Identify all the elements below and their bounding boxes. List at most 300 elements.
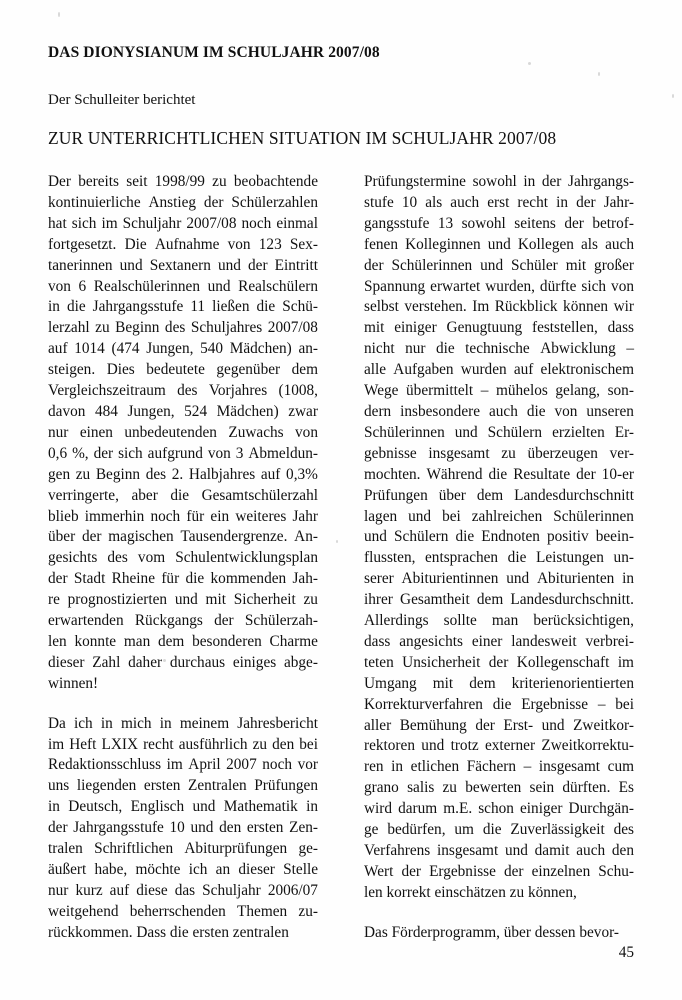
text-line	[48, 444, 318, 465]
text-line	[364, 465, 634, 486]
word: sein	[529, 779, 555, 797]
word: Verfahrens	[364, 842, 431, 859]
word: der	[364, 256, 384, 274]
word: sich	[71, 214, 97, 232]
word: beherrschenden	[129, 902, 226, 920]
word: einiger	[394, 319, 437, 337]
word: Genugtuung	[446, 319, 523, 337]
word: einiges	[232, 653, 277, 671]
word: dem	[476, 591, 504, 609]
word: sowohl	[472, 173, 517, 190]
word: entsprachen	[425, 549, 499, 567]
text-line	[364, 381, 634, 402]
paragraph	[48, 714, 318, 944]
word: das	[174, 881, 196, 899]
word: Schülerzahlen	[231, 193, 318, 211]
word: großer	[594, 256, 634, 274]
word: zu	[95, 319, 110, 337]
text-line	[48, 172, 318, 193]
word: mit	[205, 591, 226, 609]
word: dern	[364, 402, 392, 420]
word: zu	[442, 779, 457, 797]
word: gelang,	[555, 382, 600, 400]
word: landesweit	[511, 632, 577, 650]
word: mich	[120, 714, 152, 732]
text-line	[48, 381, 318, 402]
word: der	[576, 193, 596, 211]
word: lerzahl	[48, 319, 90, 337]
word: der	[203, 193, 224, 211]
text-line	[364, 444, 634, 465]
word: angesichts	[399, 632, 463, 650]
word: konnte	[74, 632, 117, 650]
left-column	[48, 172, 318, 944]
word: Erst-	[503, 716, 534, 734]
text-line	[364, 318, 634, 339]
word: dürfte	[539, 277, 577, 295]
word: bei	[442, 507, 461, 525]
word: habe,	[94, 861, 128, 878]
word: den	[272, 735, 295, 753]
word: Gesamtschülerzahl	[201, 486, 318, 504]
word: 10	[401, 193, 418, 211]
word: Zuwachs	[228, 423, 284, 441]
word: tralen	[48, 840, 83, 858]
text-line	[364, 235, 634, 256]
word: 0,3%	[286, 465, 318, 483]
word: der	[401, 862, 421, 880]
word: Jungen,	[146, 340, 194, 358]
text-line	[364, 423, 634, 444]
word: gangsstufe	[364, 214, 430, 232]
word: Jahrgangsstufe	[92, 298, 184, 316]
word: unbedeutenden	[124, 423, 217, 441]
word: Schülerinnen	[391, 256, 473, 274]
text-line	[48, 360, 318, 381]
word: flussten,	[364, 549, 416, 567]
word: Schulentwicklungsplan	[175, 549, 318, 567]
word: zu	[75, 465, 91, 483]
word: auf	[260, 465, 281, 483]
word: Jahr-	[603, 193, 634, 211]
word: seit	[126, 173, 148, 190]
word: und	[192, 798, 216, 816]
word: von	[611, 277, 634, 295]
word: insbesondere	[400, 402, 481, 420]
word: die	[455, 528, 475, 546]
word: Kolleginnen	[405, 235, 481, 253]
scan-speckle	[672, 94, 674, 98]
word: die	[526, 402, 546, 420]
text-line	[48, 839, 318, 860]
word: kontinuierliche	[48, 193, 141, 211]
right-column	[364, 172, 634, 944]
word: Kollegenschaft	[516, 653, 610, 671]
text-line	[48, 423, 318, 444]
word: von	[295, 423, 318, 441]
word: 484	[94, 402, 118, 420]
word: stufe	[364, 193, 394, 211]
word: für	[186, 507, 205, 525]
word: recht	[517, 193, 548, 211]
word: diese	[136, 881, 168, 899]
word: Schu-	[598, 862, 634, 880]
word: in	[556, 193, 568, 211]
word: in	[391, 758, 404, 776]
word: zu	[252, 735, 268, 753]
word: ge	[364, 821, 379, 839]
word: gesichts	[48, 549, 98, 567]
word: schon	[478, 800, 514, 818]
word: tanerinnen	[48, 256, 113, 274]
word: von	[48, 277, 71, 295]
word: mit	[364, 319, 385, 337]
word: zu	[303, 591, 318, 609]
word: 2006/07	[267, 881, 318, 899]
scan-speckle	[528, 62, 531, 65]
word: Wert	[364, 862, 394, 880]
word: und	[217, 256, 241, 274]
text-line	[48, 860, 318, 881]
word: auf	[48, 340, 68, 358]
word: 10-er	[601, 465, 634, 483]
word: Deutsch,	[68, 798, 123, 816]
text-line	[48, 235, 318, 256]
word: wir	[613, 298, 634, 316]
word: Prüfungen	[364, 486, 428, 504]
word: äußert	[48, 861, 87, 878]
word: Jahrgangs-	[568, 173, 634, 190]
word: bei	[299, 735, 318, 753]
text-line	[48, 339, 318, 360]
word: alle	[364, 361, 387, 379]
word: Vorjahres	[208, 382, 268, 400]
word: auch	[450, 193, 480, 211]
text-line	[364, 716, 634, 737]
word: (474	[111, 340, 140, 358]
word: ausführlich	[178, 735, 248, 753]
text-line	[48, 755, 318, 776]
word: und	[190, 819, 214, 837]
word: vor	[297, 756, 318, 774]
text-line	[48, 797, 318, 818]
word: –	[597, 695, 606, 713]
word: Schülern	[394, 528, 449, 546]
word: insgesamt	[437, 842, 499, 859]
word: Rückblick	[494, 298, 558, 316]
word: nur	[48, 423, 69, 441]
word: LXIX	[101, 735, 139, 753]
word: Ergebnisse	[521, 695, 589, 713]
word: Beginn	[115, 319, 160, 337]
word: cum	[607, 758, 634, 776]
word: m.E.	[443, 800, 473, 818]
text-line	[364, 297, 634, 318]
word: bei	[615, 695, 634, 713]
word: dem	[476, 486, 504, 504]
scan-speckle	[58, 12, 60, 17]
word: Landesdurchschnitt.	[510, 591, 634, 609]
word: Schülerinnen	[364, 423, 445, 441]
word: Der	[48, 173, 71, 190]
word: 2007/08	[267, 319, 318, 337]
paragraph	[364, 923, 634, 944]
word: möchte	[135, 861, 181, 878]
word: Endnoten	[481, 528, 540, 546]
text-line	[364, 548, 634, 569]
text-line	[48, 214, 318, 235]
word: nur	[48, 881, 69, 899]
word: zahlreichen	[471, 507, 543, 525]
word: son-	[607, 382, 634, 400]
word: an-	[298, 340, 318, 358]
word: und	[487, 235, 511, 253]
word: %,	[72, 444, 89, 462]
word: die	[492, 695, 512, 713]
text-line	[48, 902, 318, 923]
word: über	[48, 528, 76, 546]
word: 2.	[171, 465, 184, 483]
word: des	[177, 382, 198, 400]
word: die	[482, 821, 502, 839]
text-line: rückkommen. Dass die ersten zentralen	[48, 923, 289, 941]
word: dem	[291, 361, 318, 379]
word: noch	[150, 507, 181, 525]
word: der	[48, 819, 68, 837]
word: 1998/99	[154, 173, 205, 190]
word: und	[504, 842, 528, 859]
word: un-	[613, 549, 634, 567]
word: Jahr	[292, 507, 318, 525]
word: steigen.	[48, 361, 96, 379]
word: die	[435, 340, 455, 358]
word: Abiturientinnen	[401, 570, 499, 588]
word: Realschülerinnen	[93, 277, 200, 295]
word: Aufnahme	[154, 235, 220, 253]
word: Rheine	[111, 570, 155, 588]
word: und	[480, 256, 504, 274]
text-line	[48, 527, 318, 548]
word: An-	[294, 528, 318, 546]
word: zu	[212, 173, 227, 190]
word: dem	[469, 674, 496, 692]
word: kriterienorientierten	[511, 674, 634, 692]
word: Schuljahr	[122, 214, 182, 232]
text-line	[364, 486, 634, 507]
word: auf	[513, 361, 534, 379]
word: Sicherheit	[233, 591, 296, 609]
word: Zahl	[92, 653, 121, 671]
word: im	[101, 214, 118, 232]
word: einmal	[276, 214, 318, 232]
word: positiv	[547, 528, 589, 546]
word: daher	[128, 653, 163, 671]
text-line	[364, 507, 634, 528]
paragraph	[364, 172, 634, 904]
text-line	[48, 486, 318, 507]
text-line	[48, 569, 318, 590]
word: Vergleichszeitraum	[48, 382, 166, 400]
word: Schü-	[282, 298, 318, 316]
word: Dies	[106, 361, 135, 379]
word: Schriftlichen	[94, 840, 174, 858]
word: nur	[405, 340, 426, 358]
word: verbrei-	[585, 632, 634, 650]
page-title: DAS DIONYSIANUM IM SCHULJAHR 2007/08	[48, 44, 380, 61]
word: Sex-	[289, 235, 318, 253]
word: kommenden	[210, 570, 287, 588]
word: Jungen,	[127, 402, 175, 420]
word: übermittelt	[406, 382, 474, 400]
word: einen	[79, 423, 113, 441]
word: Tausendergrenze.	[180, 528, 288, 546]
word: Zuverlässigkeit	[510, 821, 605, 839]
word: re	[48, 591, 60, 609]
word: Realschülern	[238, 277, 318, 295]
word: im	[166, 756, 183, 774]
word: noch	[241, 214, 272, 232]
word: Abiturprüfungen	[184, 840, 288, 858]
word: dem	[157, 632, 185, 650]
word: 3	[235, 444, 244, 462]
word: fenen	[364, 235, 398, 253]
word: um	[454, 821, 474, 839]
word: 540	[200, 340, 224, 358]
word: Heft	[69, 735, 97, 753]
word: weitgehend	[48, 902, 119, 920]
word: sich	[581, 277, 607, 295]
word: Da	[48, 714, 66, 732]
word: Themen	[237, 902, 288, 920]
text-line	[364, 820, 634, 841]
word: auf	[109, 881, 130, 899]
word: und	[119, 256, 143, 274]
word: dass	[364, 632, 391, 650]
text-line	[48, 507, 318, 528]
word: gen	[48, 465, 71, 483]
word: Jah-	[292, 570, 318, 588]
word: ge-	[298, 840, 318, 858]
word: die	[66, 298, 86, 316]
word: darum	[398, 800, 438, 818]
word: in	[523, 173, 536, 190]
word: verringerte,	[48, 486, 119, 504]
word: technische	[465, 340, 530, 358]
word: in	[622, 570, 634, 588]
text-line	[48, 590, 318, 611]
word: davon	[48, 402, 86, 420]
word: liegenden	[76, 777, 137, 795]
word: April	[188, 756, 221, 774]
word: 524	[184, 402, 208, 420]
word: an	[215, 861, 231, 878]
page-number: 45	[618, 944, 634, 961]
word: blieb	[48, 507, 79, 525]
word: der	[248, 256, 268, 274]
word: des	[107, 549, 128, 567]
word: vom	[137, 549, 166, 567]
text-line	[48, 277, 318, 298]
word: insgesamt	[428, 444, 490, 462]
word: von	[207, 444, 231, 462]
word: Zentralen	[188, 777, 247, 795]
word: bedürfen,	[387, 821, 446, 839]
word: erzielten	[552, 423, 605, 441]
word: Spannung	[364, 277, 426, 295]
word: mühelos	[495, 382, 548, 400]
text-line	[48, 611, 318, 632]
word: dürften.	[562, 779, 611, 797]
word: die	[170, 486, 190, 504]
word: 2007	[226, 756, 257, 774]
word: nicht	[364, 340, 395, 358]
text-line	[48, 653, 318, 674]
word: von	[554, 402, 578, 420]
word: Kollegen	[517, 235, 574, 253]
word: (1008,	[278, 382, 318, 400]
word: weiteres	[235, 507, 287, 525]
word: Englisch	[130, 798, 185, 816]
word: dieser	[238, 861, 275, 878]
text-line: Das Förderprogramm, über dessen bevor-	[364, 923, 619, 941]
word: und	[174, 591, 198, 609]
word: 123	[258, 235, 282, 253]
text-line	[364, 632, 634, 653]
word: auch	[488, 402, 518, 420]
word: Abiturienten	[536, 570, 615, 588]
word: Sextanern	[149, 256, 211, 274]
word: und	[207, 277, 231, 295]
word: bereits	[78, 173, 119, 190]
word: man	[123, 632, 151, 650]
text-line	[364, 339, 634, 360]
text-line	[364, 736, 634, 757]
text-line	[364, 527, 634, 548]
word: berücksichtigen,	[533, 612, 634, 630]
word: abge-	[283, 653, 318, 671]
word: in	[159, 714, 172, 732]
word: aller	[364, 716, 392, 734]
word: Umgang	[364, 674, 417, 692]
word: des	[613, 821, 634, 839]
byline: Der Schulleiter berichtet	[48, 92, 196, 108]
word: dieser	[48, 653, 85, 671]
word: Schülerinnen	[553, 507, 634, 525]
word: Prüfungen	[254, 777, 318, 795]
text-line	[364, 214, 634, 235]
word: einer	[471, 632, 503, 650]
text-line	[364, 757, 634, 778]
text-line	[48, 297, 318, 318]
word: durchaus	[169, 653, 226, 671]
word: der	[93, 444, 114, 462]
word: sich	[118, 444, 143, 462]
text-line	[48, 193, 318, 214]
word: den	[219, 819, 242, 837]
text-line	[364, 569, 634, 590]
text-line	[364, 695, 634, 716]
word: Schülern	[487, 423, 543, 441]
word: hat	[48, 214, 67, 232]
scan-speckle	[598, 72, 600, 76]
word: mit	[565, 256, 587, 274]
word: 10	[169, 819, 185, 837]
word: externer	[484, 737, 536, 755]
word: salis	[407, 779, 435, 797]
word: Fächern	[466, 758, 516, 776]
word: kurz	[75, 881, 103, 899]
word: besonderen	[192, 632, 262, 650]
